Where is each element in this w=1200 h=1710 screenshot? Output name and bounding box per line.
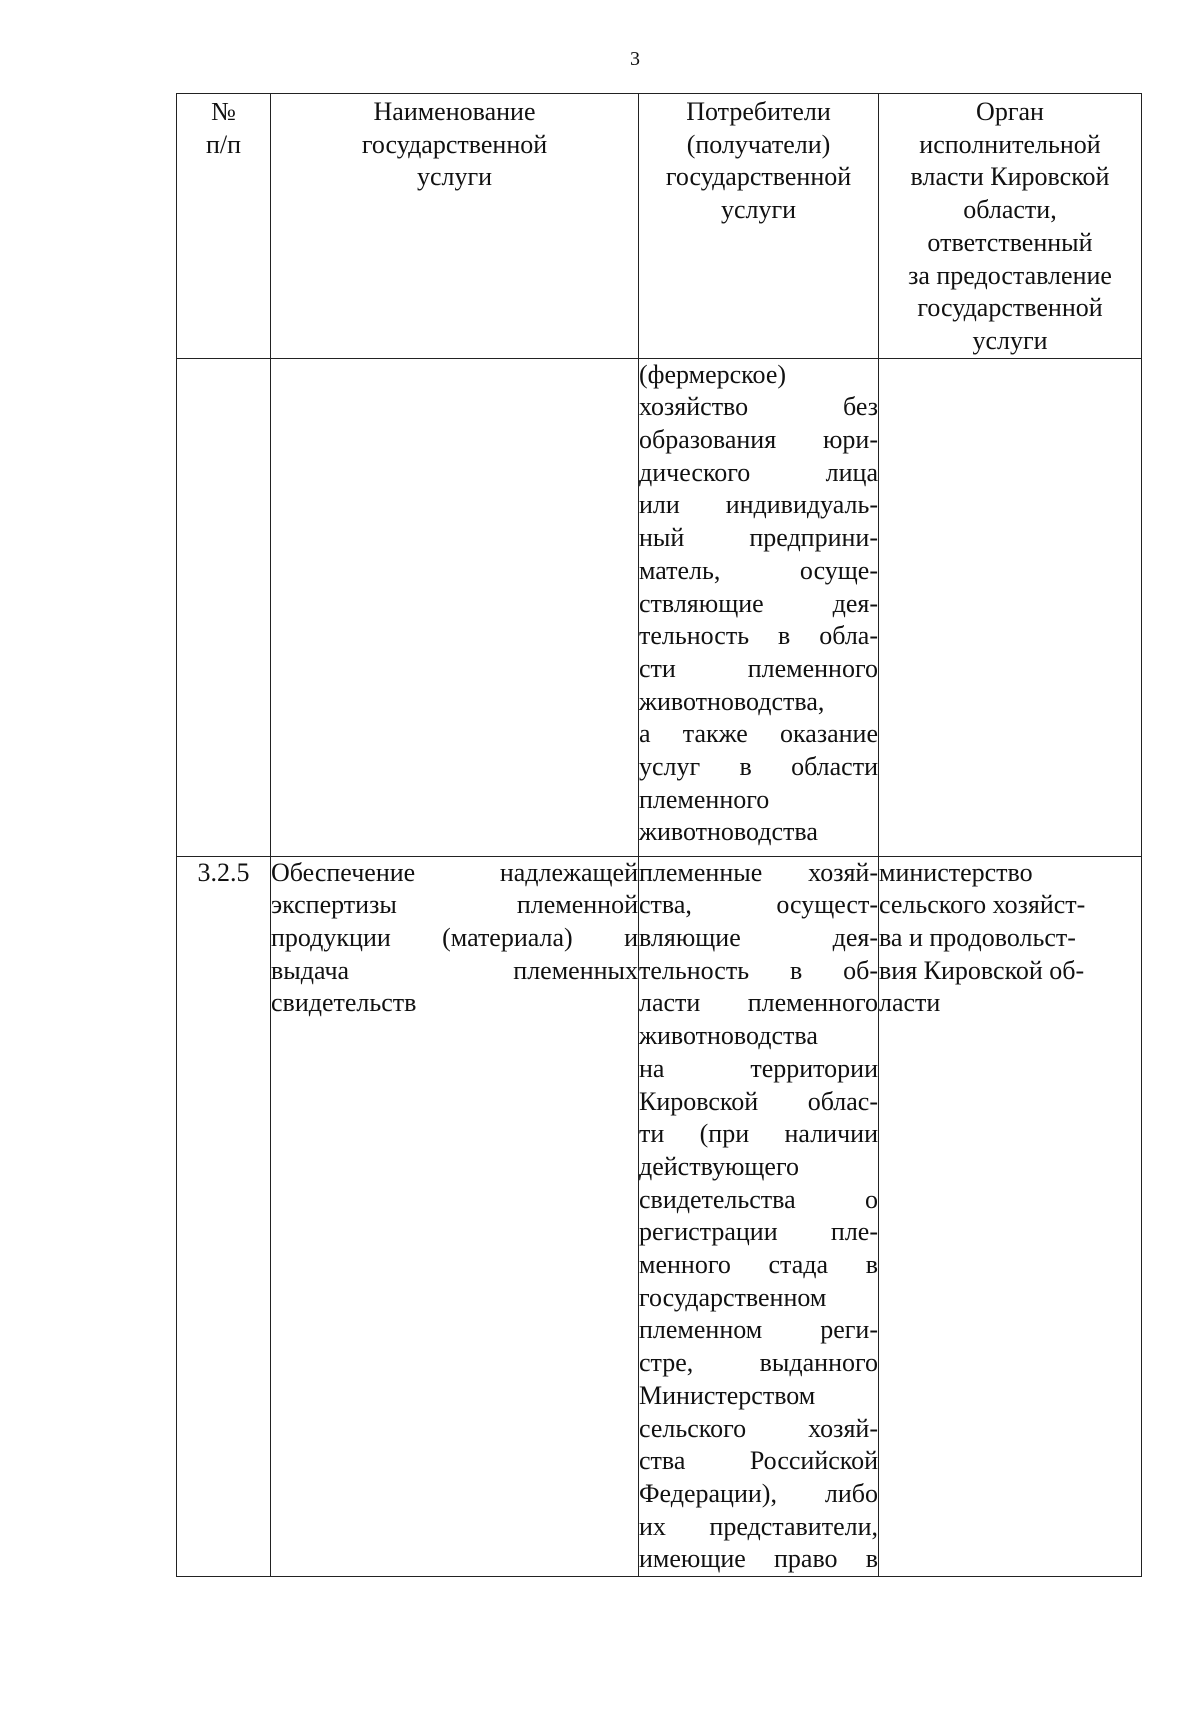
header-authority [879,94,1142,359]
text-line: племенном реги- [639,1315,878,1345]
header-line: (получатели) [686,129,831,159]
header-line: услуги [720,195,797,225]
text-line: Министерством [639,1380,816,1410]
text-line: тельность в об- [639,955,878,985]
text-line: животноводства [639,817,818,847]
text-line: ва и продовольст- [879,923,1076,953]
header-line: услуги [972,325,1048,355]
text-line: ствляющие дея- [639,588,878,618]
text-line: ный предприни- [639,523,878,553]
text-line: регистрации пле- [639,1217,878,1247]
text-line: вия Кировской об- [879,955,1085,985]
text-line: имеющие право в [639,1544,878,1574]
text-line: ласти [879,988,941,1018]
text-line: ласти племенного [639,988,878,1018]
text-line: или индивидуаль- [639,490,878,520]
text-line: выдача племенных [271,955,638,985]
services-table [176,93,1142,1577]
text-line: менного стада в [639,1250,878,1280]
text-line: животноводства [639,1021,818,1051]
table-header-row [177,94,1142,359]
text-line: Обеспечение надлежащей [271,857,638,887]
text-line: (фермерское) [639,359,787,389]
text-line: продукции (материала) и [271,923,638,953]
authority-cell [879,358,1142,856]
text-line: животноводства, [639,686,825,716]
text-line: хозяйство без [639,392,878,422]
header-line: п/п [205,129,242,159]
table-row [177,856,1142,1576]
service-name-cell [271,358,639,856]
text-line: их представители, [639,1511,878,1541]
text-line: матель, осуще- [639,555,878,585]
text-line: тельность в обла- [639,621,878,651]
text-line: ства Российской [639,1446,878,1476]
header-line: исполнительной [919,129,1101,159]
header-line: № [211,97,236,126]
text-line: экспертизы племенной [271,890,638,920]
text-line: ства, осущест- [639,890,878,920]
text-line: действующего [639,1151,799,1181]
text-line: племенного [639,784,770,814]
header-line: ответственный [927,227,1093,257]
header-line: государственной [665,162,852,192]
row-number-cell: 3.2.5 [177,856,271,1576]
header-consumers [639,94,879,359]
consumers-cell [639,856,879,1576]
text-line: Федерации), либо [639,1478,878,1508]
header-line: Наименование [373,97,536,126]
header-line: Потребители [686,97,831,126]
text-line: сельского хозяйст- [879,890,1086,920]
text-line: ти (при наличии [639,1119,878,1149]
text-line: стре, выданного [639,1348,878,1378]
text-line: племенные хозяй- [639,857,878,887]
authority-cell [879,856,1142,1576]
page-number: 3 [630,48,640,70]
header-line: области, [963,195,1057,225]
header-line: за предоставление [908,260,1112,290]
text-line: сельского хозяй- [639,1413,878,1443]
table-row [177,358,1142,856]
header-line: услуги [416,162,493,192]
consumers-cell [639,358,879,856]
text-line: сти племенного [639,653,878,683]
header-line: государственной [917,293,1103,323]
service-name-cell [271,856,639,1576]
text-line: государственном [639,1282,827,1312]
text-line: дического лица [639,457,878,487]
text-line: услуг в области [639,752,878,782]
text-line: Кировской облас- [639,1086,878,1116]
text-line: вляющие дея- [639,923,878,953]
text-line: свидетельства о [639,1184,878,1214]
text-line: министерство [879,857,1033,887]
row-number-cell [177,358,271,856]
header-line: государственной [361,129,548,159]
text-line: образования юри- [639,425,878,455]
text-line: а также оказание [639,719,878,749]
header-line: власти Кировской [910,162,1110,192]
text-line: свидетельств [271,988,417,1018]
header-line: Орган [976,97,1044,126]
text-line: на территории [639,1053,878,1083]
header-number [177,94,271,359]
header-service-name [271,94,639,359]
